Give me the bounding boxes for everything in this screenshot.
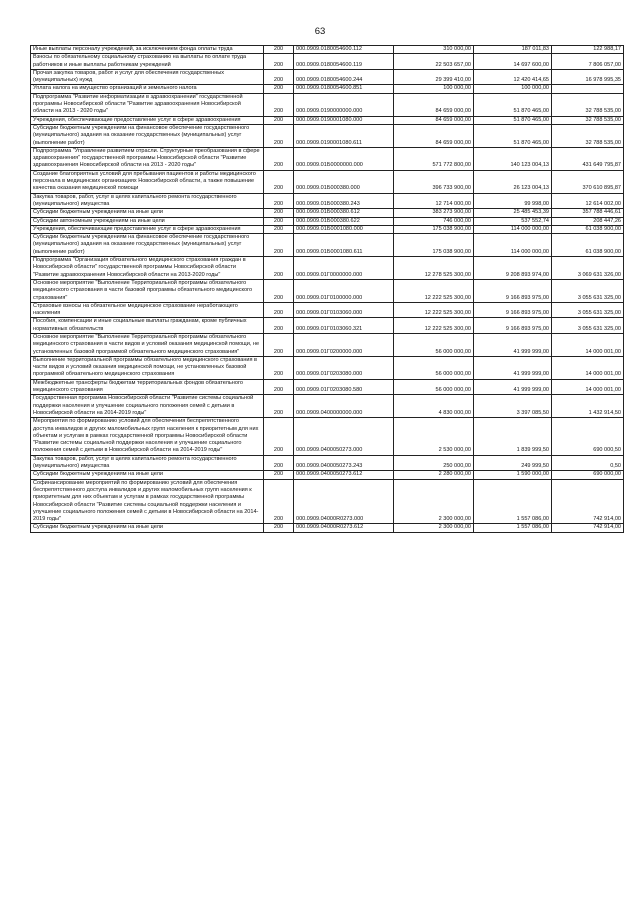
row-executed-amount-cell: 1 557 086,00 bbox=[474, 524, 552, 532]
row-unexecuted-amount-cell: 690 000,00 bbox=[552, 471, 624, 479]
row-code-cell: 200 bbox=[264, 209, 294, 217]
row-approved-amount-cell: 56 000 000,00 bbox=[394, 379, 474, 395]
row-approved-amount-cell: 383 273 900,00 bbox=[394, 209, 474, 217]
row-name-cell: Межбюджетные трансферты бюджетам территориальных фондов обязательного медицинского страхования bbox=[31, 379, 264, 395]
row-code-cell: 200 bbox=[264, 524, 294, 532]
table-row bbox=[31, 217, 624, 225]
row-code-cell: 200 bbox=[264, 455, 294, 471]
row-name-cell: Субсидии бюджетным учреждениям на иные цели bbox=[31, 209, 264, 217]
row-name-cell: Пособия, компенсации и иные социальные выплаты гражданам, кроме публичных нормативных обязательств bbox=[31, 318, 264, 334]
row-approved-amount-cell: 12 222 525 300,00 bbox=[394, 302, 474, 318]
row-executed-amount-cell: 114 000 000,00 bbox=[474, 225, 552, 233]
row-unexecuted-amount-cell: 61 038 900,00 bbox=[552, 225, 624, 233]
row-executed-amount-cell: 1 839 999,50 bbox=[474, 418, 552, 455]
row-approved-amount-cell: 12 222 525 300,00 bbox=[394, 318, 474, 334]
row-approved-amount-cell: 100 000,00 bbox=[394, 85, 474, 93]
row-classification-code-cell: 000.0909.0190001080.611 bbox=[294, 124, 394, 147]
row-executed-amount-cell: 51 870 465,00 bbox=[474, 93, 552, 116]
row-classification-code-cell: 000.0909.01Б0001080.611 bbox=[294, 234, 394, 257]
row-executed-amount-cell: 187 011,83 bbox=[474, 46, 552, 54]
row-classification-code-cell: 000.0909.01Б000380.243 bbox=[294, 193, 394, 209]
row-code-cell: 200 bbox=[264, 85, 294, 93]
row-name-cell: Субсидии автономным учреждениям на иные цели bbox=[31, 217, 264, 225]
row-approved-amount-cell: 310 000,00 bbox=[394, 46, 474, 54]
table-row bbox=[31, 524, 624, 532]
row-name-cell: Субсидии бюджетным учреждениям на иные цели bbox=[31, 524, 264, 532]
row-classification-code-cell: 000.0909.0180054600.851 bbox=[294, 85, 394, 93]
row-classification-code-cell: 000.0909.01Б000380.622 bbox=[294, 217, 394, 225]
row-name-cell: Субсидии бюджетным учреждениям на финансовое обеспечение государственного (муниципального) задания на оказание государственных (муниципальных) услуг (выполнение работ) bbox=[31, 234, 264, 257]
row-name-cell: Субсидии бюджетным учреждениям на финансовое обеспечение государственного (муниципального) задания на оказание государственных (муниципальных) услуг (выполнение работ) bbox=[31, 124, 264, 147]
table-row bbox=[31, 302, 624, 318]
row-executed-amount-cell: 537 552,74 bbox=[474, 217, 552, 225]
row-classification-code-cell: 000.0909.0180054600.119 bbox=[294, 54, 394, 70]
row-executed-amount-cell: 249 999,50 bbox=[474, 455, 552, 471]
row-name-cell: Прочая закупка товаров, работ и услуг для обеспечения государственных (муниципальных) нужд bbox=[31, 69, 264, 85]
row-name-cell: Подпрограмма "Управление развитием отрасли. Структурные преобразования в сфере здравоохранения" государственной программы Новосибирской области "Развитие здравоохранения Новосибирской области на 2013 - 2020 годы" bbox=[31, 147, 264, 170]
row-code-cell: 200 bbox=[264, 54, 294, 70]
row-classification-code-cell: 000.0909.01Г0103060.000 bbox=[294, 302, 394, 318]
row-approved-amount-cell: 746 000,00 bbox=[394, 217, 474, 225]
row-classification-code-cell: 000.0909.0400000000.000 bbox=[294, 395, 394, 418]
row-executed-amount-cell: 9 208 893 974,00 bbox=[474, 257, 552, 280]
row-executed-amount-cell: 41 999 999,00 bbox=[474, 333, 552, 356]
row-classification-code-cell: 000.0909.0400050273.243 bbox=[294, 455, 394, 471]
row-code-cell: 200 bbox=[264, 217, 294, 225]
row-executed-amount-cell: 14 697 600,00 bbox=[474, 54, 552, 70]
row-code-cell: 200 bbox=[264, 395, 294, 418]
budget-table bbox=[30, 45, 624, 533]
row-unexecuted-amount-cell: 3 069 631 326,00 bbox=[552, 257, 624, 280]
row-classification-code-cell: 000.0909.04000R0273.612 bbox=[294, 524, 394, 532]
row-executed-amount-cell: 25 485 453,39 bbox=[474, 209, 552, 217]
row-classification-code-cell: 000.0909.01Б000380.612 bbox=[294, 209, 394, 217]
row-name-cell: Софинансирование мероприятий по формированию условий для обеспечения беспрепятственного доступа инвалидов и других маломобильных групп населения к приоритетным для них объектам и услугам в рамках государственной программы Новосибирской области "Развитие системы социальной поддержки населения и улучшение социального положения семей с детьми в Новосибирской области на 2014-2019 годы" bbox=[31, 479, 264, 524]
row-executed-amount-cell: 9 166 893 975,00 bbox=[474, 279, 552, 302]
row-unexecuted-amount-cell: 1 432 914,50 bbox=[552, 395, 624, 418]
table-row bbox=[31, 193, 624, 209]
row-unexecuted-amount-cell: 14 000 001,00 bbox=[552, 356, 624, 379]
row-approved-amount-cell: 2 300 000,00 bbox=[394, 524, 474, 532]
row-approved-amount-cell: 56 000 000,00 bbox=[394, 356, 474, 379]
row-approved-amount-cell: 175 038 900,00 bbox=[394, 234, 474, 257]
row-unexecuted-amount-cell: 122 988,17 bbox=[552, 46, 624, 54]
row-name-cell: Государственная программа Новосибирской области "Развитие системы социальной поддержки населения и улучшение социального положения семей с детьми в Новосибирской области на 2014-2019 годы" bbox=[31, 395, 264, 418]
row-approved-amount-cell: 12 278 525 300,00 bbox=[394, 257, 474, 280]
row-approved-amount-cell: 29 399 410,00 bbox=[394, 69, 474, 85]
row-unexecuted-amount-cell: 14 000 001,00 bbox=[552, 333, 624, 356]
table-row bbox=[31, 116, 624, 124]
table-row bbox=[31, 93, 624, 116]
row-approved-amount-cell: 84 659 000,00 bbox=[394, 93, 474, 116]
row-approved-amount-cell: 2 300 000,00 bbox=[394, 479, 474, 524]
row-executed-amount-cell: 1 590 000,00 bbox=[474, 471, 552, 479]
row-approved-amount-cell: 22 503 657,00 bbox=[394, 54, 474, 70]
row-unexecuted-amount-cell: 742 914,00 bbox=[552, 479, 624, 524]
table-row bbox=[31, 395, 624, 418]
row-classification-code-cell: 000.0909.0400050273.000 bbox=[294, 418, 394, 455]
row-unexecuted-amount-cell: 0,50 bbox=[552, 455, 624, 471]
row-approved-amount-cell: 12 714 000,00 bbox=[394, 193, 474, 209]
row-unexecuted-amount-cell: 357 788 446,61 bbox=[552, 209, 624, 217]
row-classification-code-cell: 000.0909.01Г0200000.000 bbox=[294, 333, 394, 356]
row-executed-amount-cell: 41 999 999,00 bbox=[474, 379, 552, 395]
table-row bbox=[31, 209, 624, 217]
row-classification-code-cell: 000.0909.01Г0103060.321 bbox=[294, 318, 394, 334]
table-row bbox=[31, 418, 624, 455]
row-code-cell: 200 bbox=[264, 333, 294, 356]
row-code-cell: 200 bbox=[264, 257, 294, 280]
row-approved-amount-cell: 84 659 000,00 bbox=[394, 124, 474, 147]
row-code-cell: 200 bbox=[264, 356, 294, 379]
row-code-cell: 200 bbox=[264, 379, 294, 395]
row-code-cell: 200 bbox=[264, 234, 294, 257]
row-unexecuted-amount-cell: 690 000,50 bbox=[552, 418, 624, 455]
row-approved-amount-cell: 250 000,00 bbox=[394, 455, 474, 471]
table-row bbox=[31, 279, 624, 302]
row-unexecuted-amount-cell: 61 038 900,00 bbox=[552, 234, 624, 257]
row-approved-amount-cell: 2 530 000,00 bbox=[394, 418, 474, 455]
row-code-cell: 200 bbox=[264, 116, 294, 124]
row-executed-amount-cell: 99 998,00 bbox=[474, 193, 552, 209]
row-name-cell: Учреждения, обеспечивающие предоставление услуг в сфере здравоохранения bbox=[31, 116, 264, 124]
row-executed-amount-cell: 12 420 414,65 bbox=[474, 69, 552, 85]
row-executed-amount-cell: 100 000,00 bbox=[474, 85, 552, 93]
row-unexecuted-amount-cell: 742 914,00 bbox=[552, 524, 624, 532]
row-unexecuted-amount-cell: 32 788 535,00 bbox=[552, 124, 624, 147]
row-name-cell: Иные выплаты персоналу учреждений, за исключением фонда оплаты труда bbox=[31, 46, 264, 54]
row-code-cell: 200 bbox=[264, 124, 294, 147]
row-approved-amount-cell: 571 772 800,00 bbox=[394, 147, 474, 170]
row-name-cell: Учреждения, обеспечивающие предоставление услуг в сфере здравоохранения bbox=[31, 225, 264, 233]
table-row bbox=[31, 471, 624, 479]
table-row bbox=[31, 54, 624, 70]
row-name-cell: Подпрограмма "Развитие информатизации в здравоохранении" государственной программы Новосибирской области "Развитие здравоохранения Новосибирской области на 2013 - 2020 годы" bbox=[31, 93, 264, 116]
table-row bbox=[31, 234, 624, 257]
row-executed-amount-cell: 9 166 893 975,00 bbox=[474, 302, 552, 318]
row-code-cell: 200 bbox=[264, 147, 294, 170]
row-unexecuted-amount-cell: 208 447,26 bbox=[552, 217, 624, 225]
row-executed-amount-cell: 51 870 465,00 bbox=[474, 124, 552, 147]
row-name-cell: Подпрограмма "Организация обязательного медицинского страхования граждан в Новосибирской области" государственной программы Новосибирской области "Развитие здравоохранения Новосибирской области на 2013-2020 годы" bbox=[31, 257, 264, 280]
table-row bbox=[31, 379, 624, 395]
row-approved-amount-cell: 84 659 000,00 bbox=[394, 116, 474, 124]
row-code-cell: 200 bbox=[264, 170, 294, 193]
row-name-cell: Закупка товаров, работ, услуг в целях капитального ремонта государственного (муниципального) имущества bbox=[31, 193, 264, 209]
row-executed-amount-cell: 1 557 086,00 bbox=[474, 479, 552, 524]
row-name-cell: Взносы по обязательному социальному страхованию на выплаты по оплате труда работников и иные выплаты работникам учреждений bbox=[31, 54, 264, 70]
row-name-cell: Выполнение территориальной программы обязательного медицинского страхования в части видов и условий оказания медицинской помощи, не установленных базовой программой обязательного медицинского страхования bbox=[31, 356, 264, 379]
row-unexecuted-amount-cell: 3 055 631 325,00 bbox=[552, 302, 624, 318]
row-name-cell: Страховые взносы на обязательное медицинское страхование неработающего населения bbox=[31, 302, 264, 318]
row-executed-amount-cell: 41 999 999,00 bbox=[474, 356, 552, 379]
row-unexecuted-amount-cell: 3 055 631 325,00 bbox=[552, 279, 624, 302]
row-unexecuted-amount-cell bbox=[552, 85, 624, 93]
row-approved-amount-cell: 12 222 525 300,00 bbox=[394, 279, 474, 302]
table-row bbox=[31, 479, 624, 524]
row-unexecuted-amount-cell: 14 000 001,00 bbox=[552, 379, 624, 395]
row-code-cell: 200 bbox=[264, 479, 294, 524]
row-name-cell: Мероприятия по формированию условий для обеспечения беспрепятственного доступа инвалидов и других маломобильных групп населения к приоритетным для них объектам и услугам в рамках государственной программы Новосибирской области "Развитие системы социальной поддержки населения и улучшение социального положения семей с детьми в Новосибирской области на 2014-2019 годы" bbox=[31, 418, 264, 455]
table-row bbox=[31, 46, 624, 54]
row-code-cell: 200 bbox=[264, 225, 294, 233]
row-classification-code-cell: 000.0909.0400050273.612 bbox=[294, 471, 394, 479]
row-executed-amount-cell: 51 870 465,00 bbox=[474, 116, 552, 124]
row-name-cell: Уплата налога на имущество организаций и земельного налога bbox=[31, 85, 264, 93]
table-row bbox=[31, 356, 624, 379]
row-unexecuted-amount-cell: 3 055 631 325,00 bbox=[552, 318, 624, 334]
row-executed-amount-cell: 3 397 085,50 bbox=[474, 395, 552, 418]
row-executed-amount-cell: 9 166 893 975,00 bbox=[474, 318, 552, 334]
row-code-cell: 200 bbox=[264, 69, 294, 85]
row-name-cell: Создание благоприятных условий для пребывания пациентов и работы медицинского персонала в медицинских организациях Новосибирской области, а также повышение качества оказания медицинской помощи bbox=[31, 170, 264, 193]
row-executed-amount-cell: 140 123 004,13 bbox=[474, 147, 552, 170]
row-unexecuted-amount-cell: 370 610 895,87 bbox=[552, 170, 624, 193]
row-classification-code-cell: 000.0909.04000R0273.000 bbox=[294, 479, 394, 524]
row-code-cell: 200 bbox=[264, 471, 294, 479]
row-classification-code-cell: 000.0909.0190001080.000 bbox=[294, 116, 394, 124]
row-classification-code-cell: 000.0909.01Г0203080.000 bbox=[294, 356, 394, 379]
row-unexecuted-amount-cell: 32 788 535,00 bbox=[552, 116, 624, 124]
row-classification-code-cell: 000.0909.0190000000.000 bbox=[294, 93, 394, 116]
row-approved-amount-cell: 396 733 900,00 bbox=[394, 170, 474, 193]
row-code-cell: 200 bbox=[264, 46, 294, 54]
budget-table-body bbox=[31, 46, 624, 533]
row-classification-code-cell: 000.0909.01Г0000000.000 bbox=[294, 257, 394, 280]
row-classification-code-cell: 000.0909.0180054600.244 bbox=[294, 69, 394, 85]
row-code-cell: 200 bbox=[264, 302, 294, 318]
table-row bbox=[31, 69, 624, 85]
table-row bbox=[31, 333, 624, 356]
row-classification-code-cell: 000.0909.01Г0203080.580 bbox=[294, 379, 394, 395]
table-row bbox=[31, 170, 624, 193]
row-classification-code-cell: 000.0909.0180054600.112 bbox=[294, 46, 394, 54]
row-name-cell: Основное мероприятие "Выполнение Территориальной программы обязательного медицинского страхования в части видов и условий оказания медицинской помощи, не установленных базовой программой обязательного медицинского страхования" bbox=[31, 333, 264, 356]
page-number: 63 bbox=[314, 26, 326, 37]
row-approved-amount-cell: 175 038 900,00 bbox=[394, 225, 474, 233]
table-row bbox=[31, 225, 624, 233]
table-row bbox=[31, 124, 624, 147]
row-unexecuted-amount-cell: 16 978 995,35 bbox=[552, 69, 624, 85]
row-code-cell: 200 bbox=[264, 93, 294, 116]
row-approved-amount-cell: 2 280 000,00 bbox=[394, 471, 474, 479]
table-row bbox=[31, 147, 624, 170]
row-executed-amount-cell: 26 123 004,13 bbox=[474, 170, 552, 193]
row-classification-code-cell: 000.0909.01Г0100000.000 bbox=[294, 279, 394, 302]
row-code-cell: 200 bbox=[264, 279, 294, 302]
row-executed-amount-cell: 114 000 000,00 bbox=[474, 234, 552, 257]
row-unexecuted-amount-cell: 32 788 535,00 bbox=[552, 93, 624, 116]
row-name-cell: Субсидии бюджетным учреждениям на иные цели bbox=[31, 471, 264, 479]
row-name-cell: Основное мероприятие "Выполнение Территориальной программы обязательного медицинского страхования в части базовой программы обязательного медицинского страхования" bbox=[31, 279, 264, 302]
row-unexecuted-amount-cell: 431 649 795,87 bbox=[552, 147, 624, 170]
row-approved-amount-cell: 56 000 000,00 bbox=[394, 333, 474, 356]
table-row bbox=[31, 85, 624, 93]
row-classification-code-cell: 000.0909.01Б0001080.000 bbox=[294, 225, 394, 233]
row-code-cell: 200 bbox=[264, 318, 294, 334]
table-row bbox=[31, 257, 624, 280]
table-row bbox=[31, 318, 624, 334]
table-row bbox=[31, 455, 624, 471]
row-code-cell: 200 bbox=[264, 193, 294, 209]
row-approved-amount-cell: 4 830 000,00 bbox=[394, 395, 474, 418]
row-name-cell: Закупка товаров, работ, услуг в целях капитального ремонта государственного (муниципального) имущества bbox=[31, 455, 264, 471]
row-unexecuted-amount-cell: 7 806 057,00 bbox=[552, 54, 624, 70]
row-code-cell: 200 bbox=[264, 418, 294, 455]
row-unexecuted-amount-cell: 12 614 002,00 bbox=[552, 193, 624, 209]
row-classification-code-cell: 000.0909.01Б000380.000 bbox=[294, 170, 394, 193]
row-classification-code-cell: 000.0909.01Б0000000.000 bbox=[294, 147, 394, 170]
